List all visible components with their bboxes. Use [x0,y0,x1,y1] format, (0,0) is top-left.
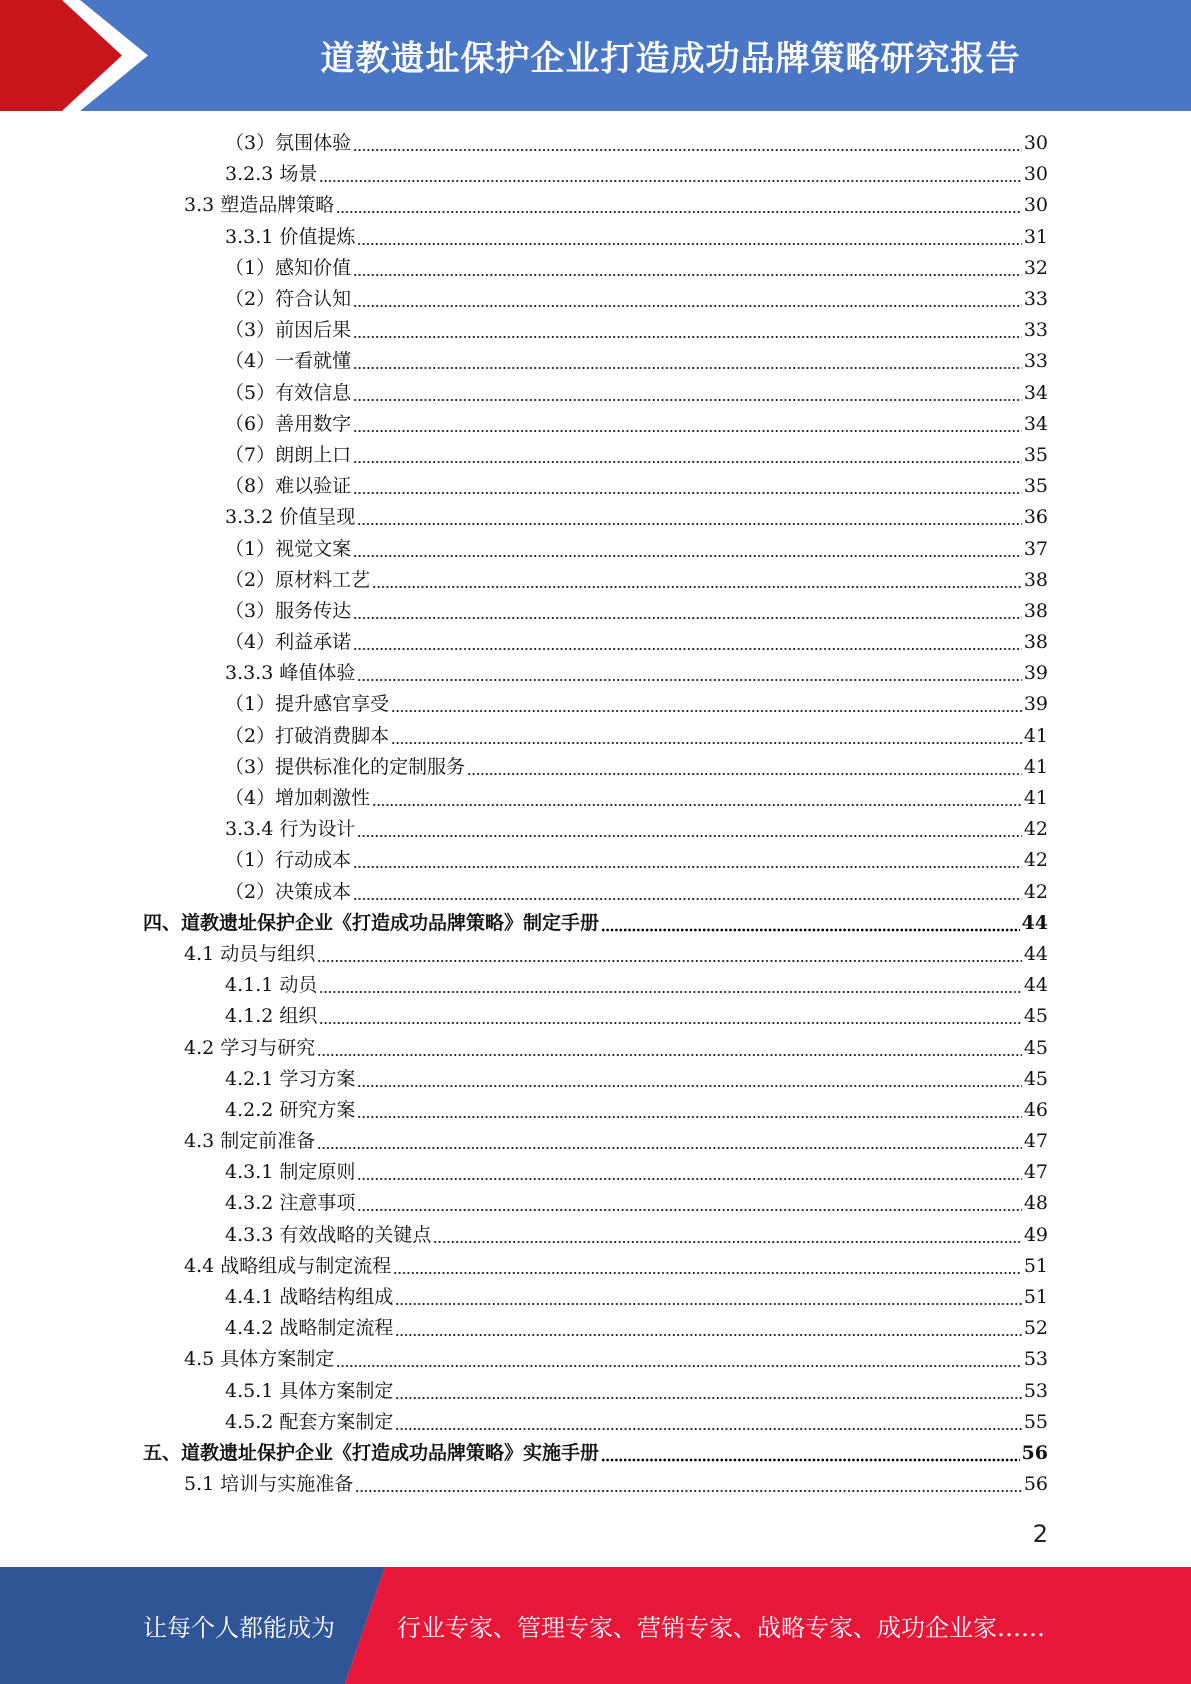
toc-dot-leader [357,1101,1021,1120]
toc-entry[interactable] [0,1282,1191,1313]
toc-entry-page: 56 [1023,1473,1048,1496]
toc-entry[interactable] [0,1313,1191,1344]
toc-entry-page: 30 [1023,163,1048,186]
toc-dot-leader [319,976,1021,995]
toc-entry-title: 4.5.1 具体方案制定 [225,1379,394,1402]
toc-entry-title: （2）打破消费脚本 [225,724,390,747]
toc-entry-title: 4.4.1 战略结构组成 [225,1286,394,1309]
toc-entry-page: 42 [1023,818,1048,841]
toc-entry[interactable] [0,253,1191,284]
toc-dot-leader [601,914,1020,933]
toc-dot-leader [433,1226,1021,1245]
toc-entry-page: 46 [1023,1098,1048,1121]
toc-entry-page: 30 [1023,194,1048,217]
toc-entry[interactable] [0,877,1191,908]
toc-entry-page: 51 [1023,1254,1048,1277]
toc-entry-title: （2）决策成本 [225,880,352,903]
table-of-contents [0,128,1191,1500]
toc-entry-title: （2）原材料工艺 [225,568,371,591]
toc-entry-page: 42 [1023,880,1048,903]
toc-entry-page: 41 [1023,755,1048,778]
toc-entry-title: 3.3.3 峰值体验 [225,662,356,685]
toc-dot-leader [372,789,1022,808]
toc-entry[interactable] [0,159,1191,190]
toc-dot-leader [336,196,1022,215]
toc-entry-title: （6）善用数字 [225,412,352,435]
toc-dot-leader [319,1007,1021,1026]
toc-entry[interactable] [0,721,1191,752]
header-chevron-decoration [0,0,160,111]
toc-entry[interactable] [0,1407,1191,1438]
toc-entry[interactable] [0,1188,1191,1219]
toc-entry-title: 五、道教遗址保护企业《打造成功品牌策略》实施手册 [143,1441,600,1464]
toc-entry-page: 35 [1023,443,1048,466]
toc-entry[interactable] [0,1157,1191,1188]
toc-entry[interactable] [0,908,1191,939]
toc-entry-page: 47 [1023,1130,1048,1153]
toc-entry-page: 38 [1023,599,1048,622]
toc-entry-page: 44 [1023,942,1048,965]
toc-entry-title: 4.5 具体方案制定 [184,1348,335,1371]
toc-entry-title: （4）利益承诺 [225,631,352,654]
toc-dot-leader [372,571,1022,590]
toc-entry[interactable] [0,783,1191,814]
toc-entry-page: 41 [1023,724,1048,747]
toc-entry-page: 32 [1023,256,1048,279]
toc-entry-title: （4）增加刺激性 [225,787,371,810]
toc-entry[interactable] [0,1344,1191,1375]
toc-entry-title: （3）服务传达 [225,599,352,622]
toc-entry[interactable] [0,378,1191,409]
toc-dot-leader [395,1413,1021,1432]
toc-dot-leader [393,1257,1022,1276]
toc-entry[interactable] [0,939,1191,970]
toc-dot-leader [353,321,1022,340]
toc-entry-page: 55 [1023,1410,1048,1433]
toc-entry[interactable] [0,970,1191,1001]
toc-entry[interactable] [0,1469,1191,1500]
toc-entry-page: 38 [1023,631,1048,654]
toc-entry[interactable] [0,752,1191,783]
toc-entry[interactable] [0,845,1191,876]
toc-entry-title: （1）提升感官享受 [225,693,390,716]
toc-entry-page: 56 [1021,1441,1048,1464]
toc-entry-title: （3）提供标准化的定制服务 [225,755,466,778]
toc-entry-page: 48 [1023,1192,1048,1215]
toc-dot-leader [353,352,1022,371]
footer-slogan-left: 让每个人都能成为 [143,1614,335,1642]
toc-dot-leader [357,1070,1021,1089]
toc-entry-page: 52 [1023,1317,1048,1340]
toc-entry-title: （1）视觉文案 [225,537,352,560]
toc-dot-leader [601,1444,1020,1463]
toc-entry[interactable] [0,315,1191,346]
toc-entry[interactable] [0,128,1191,159]
toc-dot-leader [319,165,1021,184]
toc-entry-title: 4.3.1 制定原则 [225,1161,356,1184]
toc-entry-page: 33 [1023,319,1048,342]
toc-entry-page: 42 [1023,849,1048,872]
report-title: 道教遗址保护企业打造成功品牌策略研究报告 [320,39,1021,79]
toc-dot-leader [357,1163,1021,1182]
toc-dot-leader [357,508,1021,527]
toc-entry-title: 4.5.2 配套方案制定 [225,1410,394,1433]
toc-entry-title: 3.3.2 价值呈现 [225,506,356,529]
toc-entry[interactable] [0,814,1191,845]
footer-slogan-right: 行业专家、管理专家、营销专家、战略专家、成功企业家…… [397,1614,1045,1642]
toc-entry-title: 4.3 制定前准备 [184,1130,316,1153]
page-footer [0,1567,1191,1684]
toc-dot-leader [353,134,1022,153]
toc-entry[interactable] [0,1095,1191,1126]
toc-dot-leader [357,664,1021,683]
toc-entry-title: （1）行动成本 [225,849,352,872]
toc-entry-title: 4.1.1 动员 [225,974,318,997]
toc-entry-page: 45 [1023,1005,1048,1028]
toc-entry[interactable] [0,627,1191,658]
toc-entry-title: 5.1 培训与实施准备 [184,1473,354,1496]
toc-entry-title: 4.1.2 组织 [225,1005,318,1028]
toc-entry-title: （3）前因后果 [225,319,352,342]
toc-entry-page: 53 [1023,1348,1048,1371]
toc-entry-title: 3.3.1 价值提炼 [225,225,356,248]
toc-entry-page: 36 [1023,506,1048,529]
toc-entry-page: 38 [1023,568,1048,591]
toc-entry-page: 31 [1023,225,1048,248]
toc-entry-title: 四、道教遗址保护企业《打造成功品牌策略》制定手册 [143,911,600,934]
toc-dot-leader [353,477,1022,496]
toc-entry[interactable] [0,409,1191,440]
toc-entry-title: 4.3.2 注意事项 [225,1192,356,1215]
toc-entry-title: 4.4 战略组成与制定流程 [184,1254,392,1277]
toc-dot-leader [395,1319,1021,1338]
toc-entry-title: 4.2.2 研究方案 [225,1098,356,1121]
toc-dot-leader [353,415,1022,434]
toc-dot-leader [353,851,1022,870]
toc-entry-page: 44 [1023,974,1048,997]
toc-dot-leader [353,540,1022,559]
toc-entry-title: 4.3.3 有效战略的关键点 [225,1223,432,1246]
toc-dot-leader [357,820,1021,839]
toc-entry-title: 3.2.3 场景 [225,163,318,186]
toc-entry[interactable] [0,1032,1191,1063]
toc-entry-title: （7）朗朗上口 [225,443,352,466]
toc-entry[interactable] [0,1376,1191,1407]
toc-entry[interactable] [0,346,1191,377]
toc-entry-title: 4.2 学习与研究 [184,1036,316,1059]
toc-entry-page: 44 [1021,911,1048,934]
toc-entry[interactable] [0,1126,1191,1157]
toc-dot-leader [353,384,1022,403]
toc-entry-page: 34 [1023,381,1048,404]
toc-entry[interactable] [0,502,1191,533]
toc-entry-page: 30 [1023,132,1048,155]
toc-entry-page: 39 [1023,693,1048,716]
toc-entry[interactable] [0,440,1191,471]
toc-dot-leader [353,290,1022,309]
toc-dot-leader [391,695,1022,714]
toc-entry-title: （4）一看就懂 [225,350,352,373]
toc-dot-leader [355,1475,1022,1494]
toc-entry-page: 49 [1023,1223,1048,1246]
toc-dot-leader [353,602,1022,621]
page-header [0,0,1191,111]
toc-entry-page: 45 [1023,1036,1048,1059]
toc-entry-title: （3）氛围体验 [225,132,352,155]
toc-entry-title: 4.4.2 战略制定流程 [225,1317,394,1340]
toc-entry[interactable] [0,658,1191,689]
toc-dot-leader [391,727,1022,746]
toc-entry-title: 3.3.4 行为设计 [225,818,356,841]
toc-entry-title: 4.1 动员与组织 [184,942,316,965]
toc-entry-title: 3.3 塑造品牌策略 [184,194,335,217]
toc-entry[interactable] [0,471,1191,502]
toc-entry-page: 35 [1023,475,1048,498]
toc-dot-leader [357,228,1021,247]
toc-dot-leader [353,446,1022,465]
toc-entry[interactable] [0,565,1191,596]
toc-entry[interactable] [0,533,1191,564]
toc-entry-page: 37 [1023,537,1048,560]
toc-dot-leader [467,758,1022,777]
toc-dot-leader [317,1039,1022,1058]
toc-entry[interactable] [0,596,1191,627]
toc-entry-page: 45 [1023,1067,1048,1090]
toc-dot-leader [357,1194,1021,1213]
toc-entry-page: 53 [1023,1379,1048,1402]
toc-dot-leader [395,1288,1021,1307]
toc-entry[interactable] [0,1064,1191,1095]
toc-entry[interactable] [0,1251,1191,1282]
toc-entry-page: 39 [1023,662,1048,685]
toc-entry-page: 51 [1023,1286,1048,1309]
toc-entry-page: 33 [1023,288,1048,311]
toc-entry-title: （1）感知价值 [225,256,352,279]
toc-entry[interactable] [0,1001,1191,1032]
toc-entry[interactable] [0,1438,1191,1469]
toc-entry[interactable] [0,284,1191,315]
toc-entry-title: （2）符合认知 [225,288,352,311]
toc-entry-title: 4.2.1 学习方案 [225,1067,356,1090]
toc-entry-title: （8）难以验证 [225,475,352,498]
toc-dot-leader [395,1382,1021,1401]
toc-entry[interactable] [0,689,1191,720]
toc-entry[interactable] [0,190,1191,221]
toc-dot-leader [317,1132,1022,1151]
toc-dot-leader [353,633,1022,652]
toc-entry-title: （5）有效信息 [225,381,352,404]
toc-entry-page: 34 [1023,412,1048,435]
toc-dot-leader [353,259,1022,278]
toc-entry-page: 47 [1023,1161,1048,1184]
toc-entry[interactable] [0,222,1191,253]
toc-dot-leader [317,945,1022,964]
toc-entry[interactable] [0,1220,1191,1251]
toc-entry-page: 33 [1023,350,1048,373]
page-number: 2 [1032,1520,1048,1548]
toc-dot-leader [336,1350,1022,1369]
toc-entry-page: 41 [1023,787,1048,810]
toc-dot-leader [353,883,1022,902]
